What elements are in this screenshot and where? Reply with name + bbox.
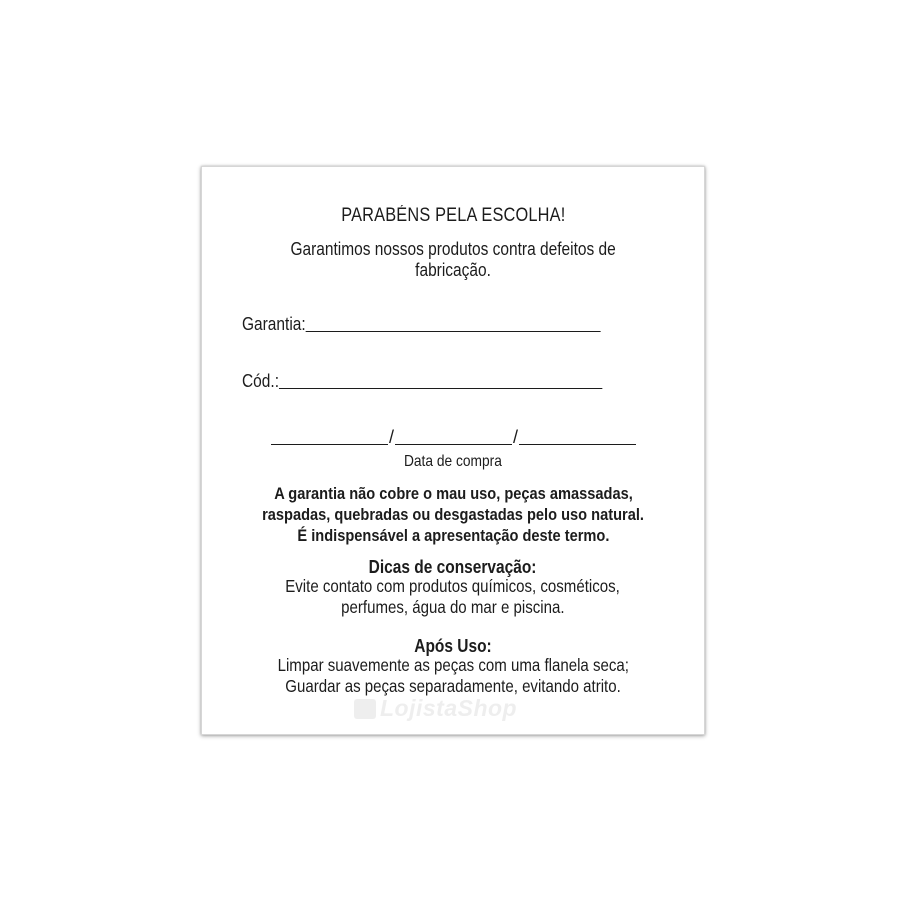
cod-label: Cód.: <box>242 371 280 391</box>
subtitle <box>202 239 704 281</box>
warranty-card <box>201 166 705 735</box>
date-separator: / <box>389 427 395 447</box>
watermark-icon <box>354 699 376 719</box>
subtitle-line: fabricação. <box>415 260 491 280</box>
date-month-blank <box>395 426 512 445</box>
warranty-line: A garantia não cobre o mau uso, peças amassadas, <box>273 484 633 503</box>
after-use-line: Limpar suavemente as peças com uma flanela seca; <box>277 655 629 675</box>
date-separator: / <box>513 427 519 447</box>
warranty-terms <box>202 483 704 546</box>
tips-text <box>202 576 704 618</box>
after-use-heading: Após Uso: <box>414 636 492 656</box>
after-use-text <box>202 655 704 697</box>
subtitle-line: Garantimos nossos produtos contra defeitos de <box>290 239 616 259</box>
after-use-line: Guardar as peças separadamente, evitando atrito. <box>285 676 621 696</box>
garantia-label: Garantia: <box>242 314 306 334</box>
cod-field <box>242 370 661 392</box>
purchase-date-blanks <box>271 426 636 448</box>
warranty-line: É indispensável a apresentação deste termo. <box>296 526 610 545</box>
card-title: PARABÉNS PELA ESCOLHA! <box>340 205 566 226</box>
date-day-blank <box>271 426 388 445</box>
watermark-logo: LojistaShop <box>354 695 517 722</box>
garantia-field <box>242 313 659 335</box>
date-year-blank <box>519 426 636 445</box>
tips-heading: Dicas de conservação: <box>369 557 537 577</box>
tips-line: Evite contato com produtos químicos, cosméticos, <box>285 576 621 596</box>
garantia-blank-line <box>306 313 601 332</box>
cod-blank-line <box>279 370 602 389</box>
tips-line: perfumes, água do mar e piscina. <box>341 597 565 617</box>
date-label: Data de compra <box>404 453 502 470</box>
warranty-line: raspadas, quebradas ou desgastadas pelo uso natural. <box>262 505 644 524</box>
